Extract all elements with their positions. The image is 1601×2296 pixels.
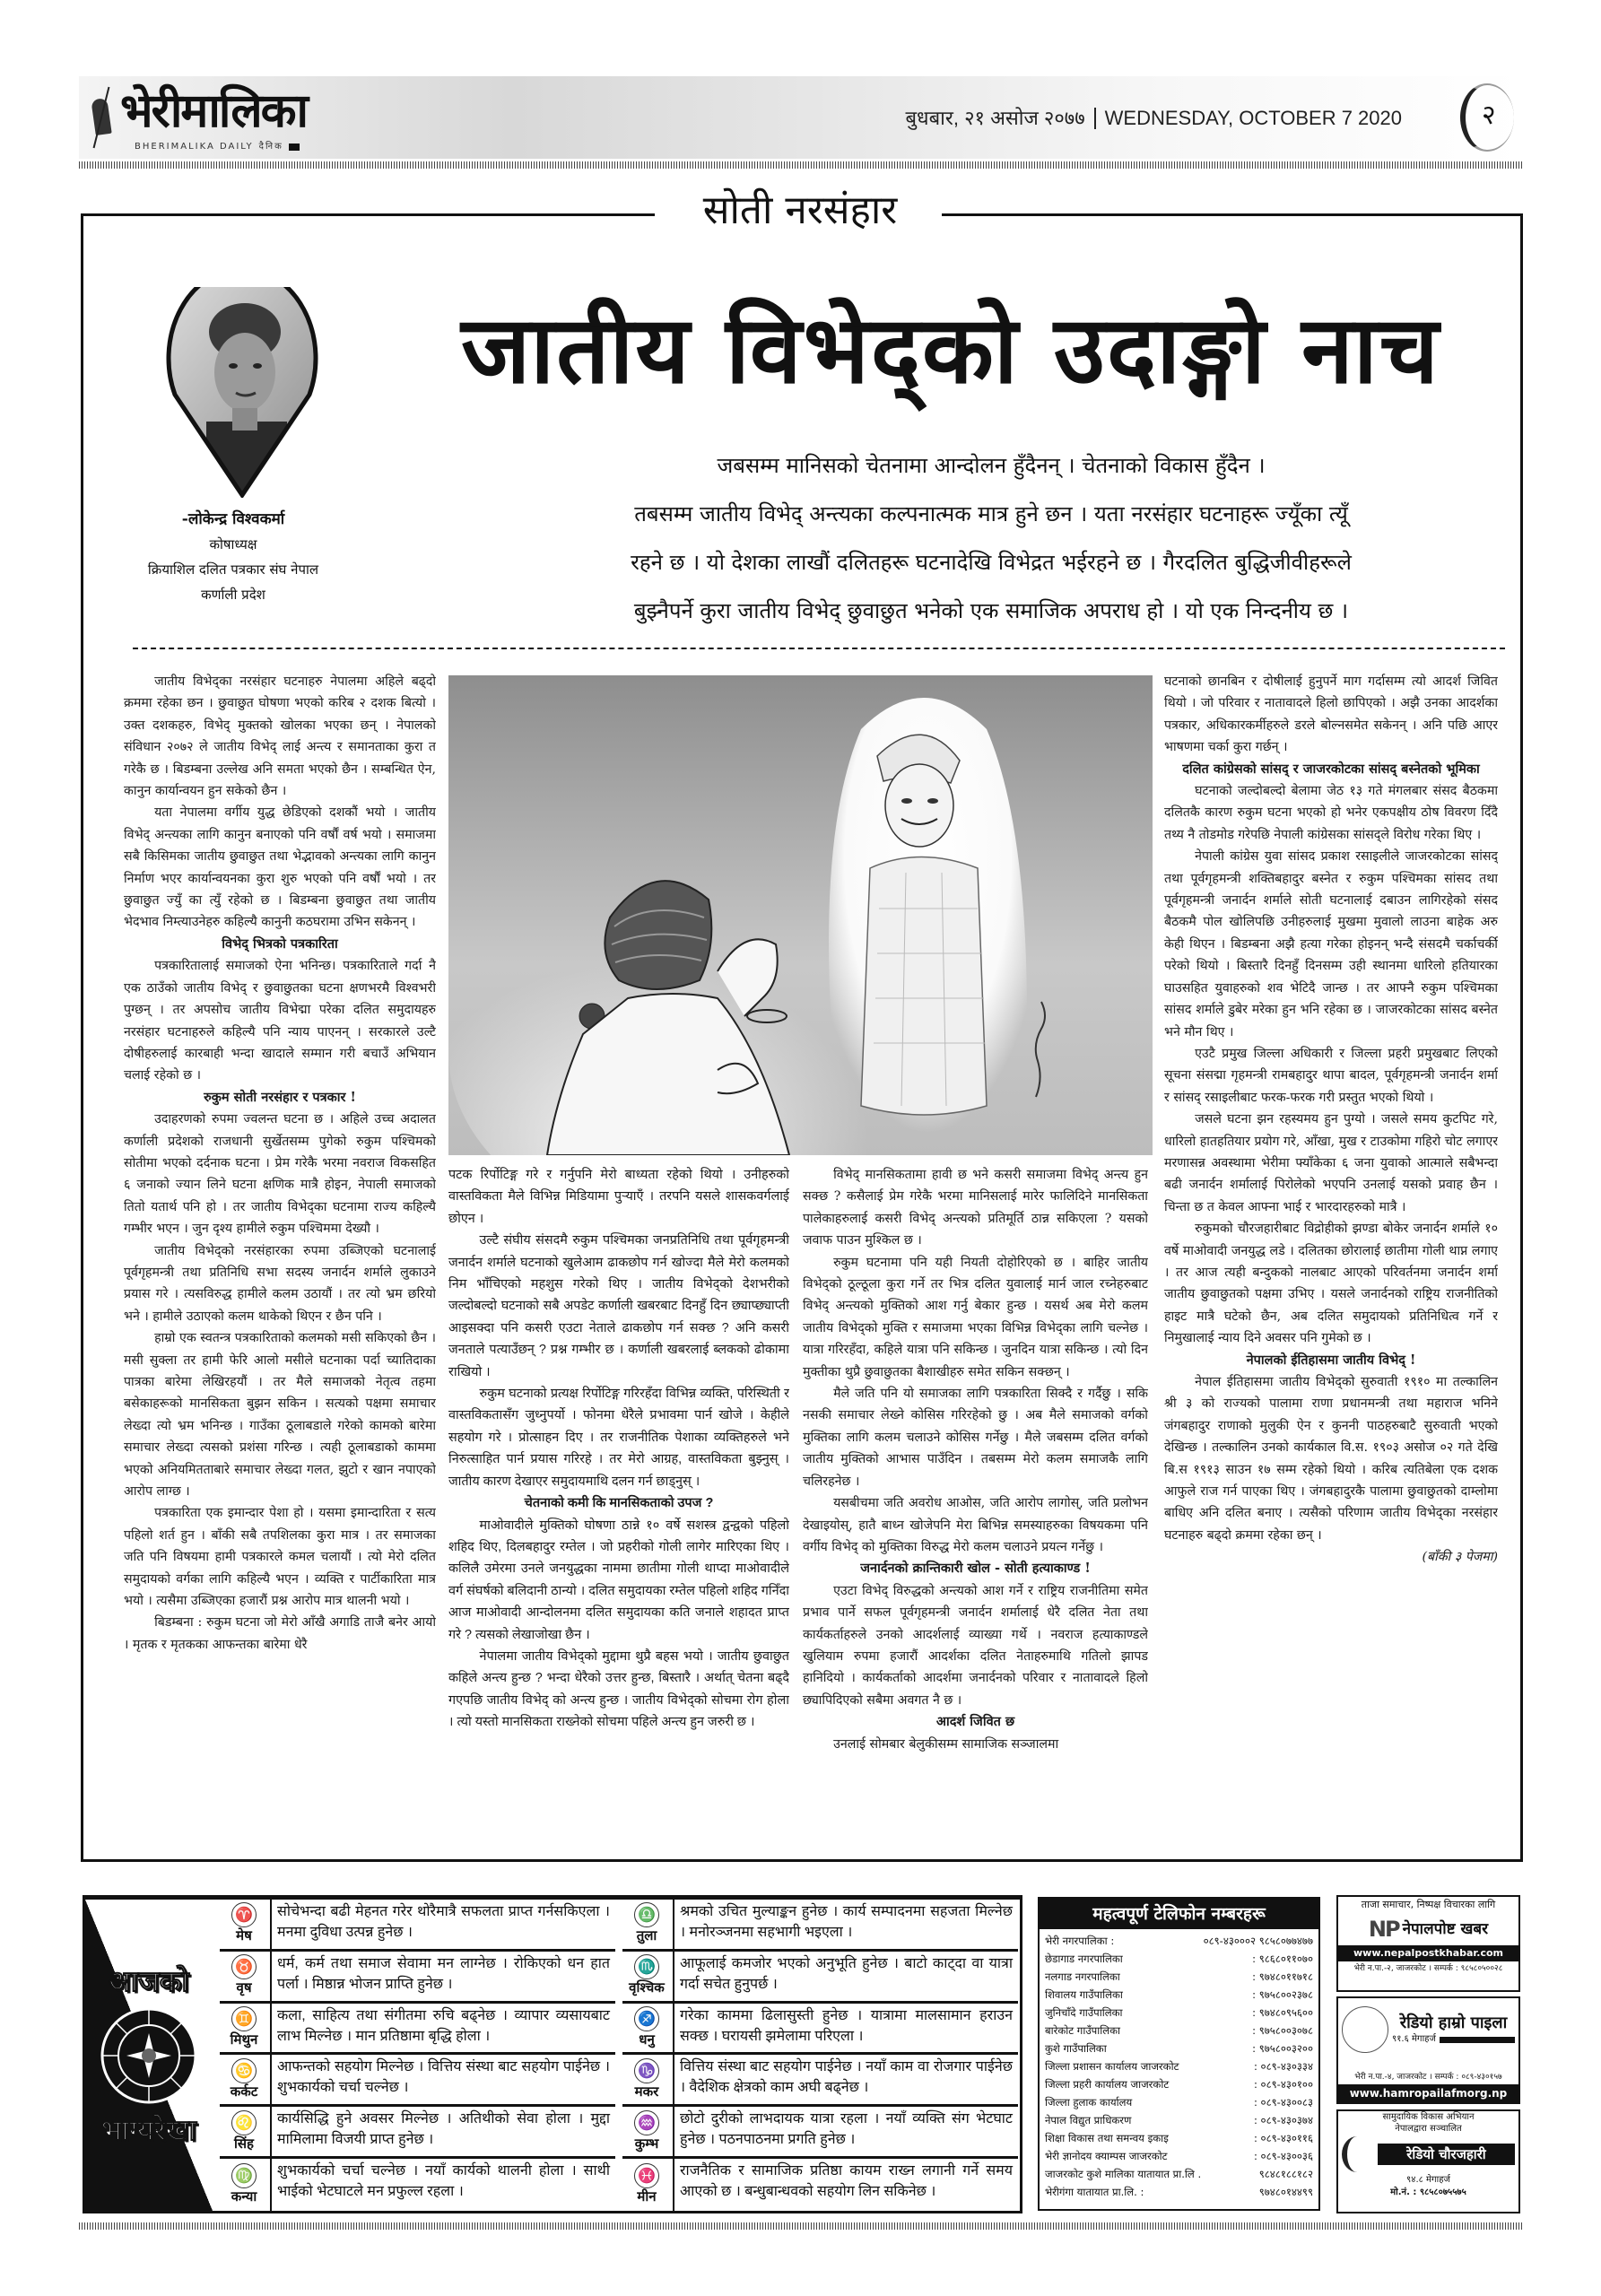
sign-label [220, 2159, 272, 2211]
lead-line: तबसम्म जातीय विभेद् अन्त्यका कल्पनात्मक मात्र हुने छन । यता नरसंहार घटनाहरू ज्यूँका त्यूँ [634, 501, 1348, 526]
sign-name: वृष [236, 1980, 252, 1996]
ad-url[interactable]: www.hamropailafmorg.np [1338, 2084, 1518, 2102]
phone-entry [1045, 2147, 1313, 2165]
ad-frequency-text: ९१.६ मेगाहर्ज [1392, 2034, 1436, 2044]
section-subheading: नेपालको ईतिहासमा जातीय विभेद् ! [1246, 1352, 1416, 1368]
phone-number[interactable]: : ०८९-४३०११६ [1253, 2132, 1313, 2144]
horoscope-sign [220, 2107, 615, 2159]
article-paragraph: घटनाको छानबिन र दोषीलाई हुनुपर्ने माग गर्दासम्म त्यो आदर्श जिवित थियो । जो परिवार र नातावादले हिलो छापिएको । अझै उनका आदर्शका पत्रकार, अधिकारकर्मीहरुले डरले बोल्नसमेत सकेनन् । अनि पछि आएर भाषणमा चर्का कुरा गर्छन् । [1164, 674, 1498, 755]
ad-address: भेरी न.पा.-४, जाजरकोट । सम्पर्क : ०८९-४३०१५७ [1354, 2073, 1502, 2082]
sign-prediction: आफूलाई कमजोर भएको अनुभूति हुनेछ । बाटो काट्दा वा यात्रा गर्दा सचेत हुनुपर्छ । [680, 1955, 1013, 1992]
ad-tagline: ताजा समाचार, निष्पक्ष विचारका लागि [1361, 1899, 1496, 1910]
article-paragraph: बिडम्बना : रुकुम घटना जो मेरो आँखै अगाडि ताजै बनेर आयो । मृतक र मृतकका आफन्तका बारेमा धेरै [124, 1615, 436, 1652]
sign-label [622, 2004, 674, 2053]
phone-org: शिवालय गाउँपालिका [1045, 1988, 1123, 2001]
phone-entry [1045, 2165, 1313, 2183]
phone-entry [1045, 1932, 1313, 1950]
phone-entry [1045, 2075, 1313, 2093]
article-paragraph: एउटै प्रमुख जिल्ला अधिकारी र जिल्ला प्रहरी प्रमुखबाट लिएको सूचना संसद्मा गृहमन्त्री रामबहादुर थापा बादल, पूर्वगृहमन्त्री जनार्दन शर्मा र सांसद् रसाइलीबाट फरक-फरक गरी प्रस्तुत भएको थियो । [1164, 1046, 1498, 1105]
sign-prediction: कार्यसिद्धि हुने अवसर मिल्नेछ । अतिथीको सेवा होला । मुद्दा मामिलामा विजयी प्राप्त हुनेछ । [277, 2111, 610, 2148]
phone-number[interactable]: : ०८९-४३०३३४ [1253, 2060, 1313, 2073]
article-paragraph: उदाहरणको रुपमा ज्वलन्त घटना छ । अहिले उच्च अदालत कर्णाली प्रदेशको राजधानी सुर्खेतसम्म पुगेको रुकुम पश्चिमको सोतीमा भएको दर्दनाक घटना । प्रेम गरेकै भरमा नवराज विकसहित ६ जनाको ज्यान लिने घटना क्षणिक मात्रै होइन, नेपाली समाजको तितो यतार्थ पनि हो । तर जातीय विभेद्का घटनामा राज्य कहिल्यै गम्भीर भएन । जुन दृश्य हामीले रुकुम पश्चिममा देख्यौ । [124, 1112, 436, 1237]
phone-number[interactable]: : ९७५८००२३७८ [1252, 1988, 1313, 2001]
article-paragraph: माओवादीले मुक्तिको घोषणा ठान्ने १० वर्षे सशस्त्र द्वन्द्वको पहिलो शहिद थिए, दिलबहादुर रम्तेल । जो प्रहरीको गोली लागेर मारिएका थिए । कलिलै उमेरमा उनले जनयुद्धका नाममा छातीमा गोली थाप्दा माओवादीले वर्ग संघर्षको बलिदानी ठान्यो । दलित समुदायका रम्तेल पहिलो शहिद गनिँदा आज माओवादी आन्दोलनमा दलित समुदायका कति जनाले शहादत प्राप्त गरे ? त्यसको लेखाजोखा छैन । [448, 1518, 789, 1642]
ad-title: रेडियो चौरजहारी [1378, 2144, 1515, 2165]
logo-sub-en: BHERIMALIKA DAILY [135, 142, 254, 152]
article-paragraph: जातीय विभेद्को नरसंहारका रुपमा उब्जिएको घटनालाई पूर्वगृहमन्त्री तथा प्रतिनिधि सभा सदस्य जनार्दन शर्माले लुकाउने प्रयास गरे । त्यसविरुद्ध हामीले कलम उठायौं । तर त्यो भ्रम छरियो भने । हामीले उठाएको कलम थाकेको थिएन र छैन पनि । [124, 1243, 436, 1324]
ad-brand [1338, 1913, 1518, 1945]
phone-entry [1045, 2093, 1313, 2111]
horoscope-grid [220, 1900, 1018, 2211]
sign-prediction: राजनैतिक र सामाजिक प्रतिष्ठा कायम राख्न लगानी गर्ने समय आएको छ । बन्धुबान्धवको सहयोग लिन सकिनेछ । [680, 2163, 1013, 2200]
phone-entry [1045, 2111, 1313, 2129]
zodiac-sign-icon: ♒ [634, 2110, 659, 2135]
sign-prediction: धर्म, कर्म तथा समाज सेवामा मन लाग्नेछ । रोकिएको धन हात पर्ला । मिष्ठान्न भोजन प्राप्ति हुनेछ । [277, 1955, 610, 1992]
phone-org: बारेकोट गाउँपालिका [1045, 2024, 1121, 2037]
sign-name: सिंह [234, 2135, 254, 2152]
phone-directory-title: महत्वपूर्ण टेलिफोन नम्बरहरू [1040, 1899, 1318, 1929]
author-photo [157, 287, 327, 498]
ad-top-row [1338, 1998, 1518, 2057]
ad-frequency: ९४.८ मेगाहर्ज [1406, 2175, 1450, 2185]
phone-org: जिल्ला प्रशासन कार्यालय जाजरकोट [1045, 2060, 1179, 2073]
phone-entry [1045, 1950, 1313, 1968]
sign-label [622, 2159, 674, 2211]
sign-label [220, 2055, 272, 2104]
horoscope-sign [220, 2159, 615, 2211]
article-lead [480, 441, 1502, 635]
logo-subtitle [120, 141, 307, 153]
lead-line: बुझ्नैपर्ने कुरा जातीय विभेद् छुवाछुत भनेको एक समाजिक अपराध हो । यो एक निन्दनीय छ । [633, 598, 1349, 623]
sign-label [220, 1900, 272, 1949]
lead-line: रहने छ । यो देशका लाखौं दलितहरू घटनादेखि विभेद्रत भईरहने छ । गैरदलित बुद्धिजीवीहरूले [631, 550, 1352, 575]
horoscope-sign [622, 2159, 1018, 2211]
phone-org: नलगाड नगरपालिका [1045, 1970, 1120, 1983]
phone-org: जिल्ला प्रहरी कार्यालय जाजरकोट [1045, 2078, 1170, 2091]
author-org: क्रियाशिल दलित पत्रकार संघ नेपाल [147, 561, 319, 578]
zodiac-sign-icon: ♐ [634, 2006, 659, 2031]
article-paragraph: यता नेपालमा वर्गीय युद्ध छेडिएको दशकौं भयो । जातीय विभेद् अन्त्यका लागि कानुन बनाएको पनि वर्षौं वर्ष भयो । समाजमा सबै किसिमका जातीय छुवाछुत तथा भेद्भावको अन्त्यका लागि कानुन निर्माण भएर कार्यान्वयनका कुरा शुरु भएको पनि वर्षौं भयो । तर छुवाछुत ज्युँ का त्युँ रहेको छ । बिडम्बना छुवाछुत तथा जातीय भेदभाव निम्त्याउनेहरु कहिल्यै कानुनी कठघरामा उभिन सकेनन् । [124, 805, 436, 930]
article-paragraph: हाम्रो एक स्वतन्त्र पत्रकारिताको कलमको मसी सकिएको छैन । मसी सुक्ला तर हामी फेरि आलो मसीले घटनाका पर्दा च्यातिदाका पात्रका बारेमा लेखिरहयौं । तर मैले समाजको नेतृत्व तहमा बसेकाहरूको मानसिकता बुझन सकिन । सत्यको पक्षमा समाचार लेख्दा त्यो भ्रम भनिन्छ । गाउँका ठूलाबडाले गरेको कामको बारेमा समाचार लेख्दा त्यसको प्रशंसा गरिन्छ । त्यही ठूलाबडाको काममा भएको अनियमितताबारे समाचार लेख्दा गलत, झुटो र खान नपाएको आरोप लाग्छ । [124, 1331, 436, 1500]
section-subheading: रुकुम सोती नरसंहार र पत्रकार ! [204, 1089, 356, 1105]
article-paragraph: घटनाको जल्दोबल्दो बेलामा जेठ १३ गते मंगलबार संसद बैठकमा दलितकै कारण रुकुम घटना भएको हो भनेर एकपक्षीय ठोष विवरण दिँदै तथ्य नै तोडमोड गरेपछि नेपाली कांग्रेसका सांसद्ले विरोध गरेका थिए । [1164, 784, 1498, 842]
ad-radio-chaurjahari[interactable] [1336, 2109, 1520, 2213]
pen-logo-icon [86, 86, 117, 149]
article-paragraph: नेपाल ईतिहासमा जातीय विभेद्को सुरुवाती १९१० मा तल्कालिन श्री ३ को राज्यको पालामा राणा प्रधानमन्त्री तथा महाराज भनिने जंगबहादुर राणाको मुलुकी ऐन र कुननी पाठहरुबाटै सुरुवाती भएको देखिन्छ । तल्कालिन उनको कार्यकाल वि.स. १९०३ असोज ०२ गते देखि बि.स १९१३ साउन १७ सम्म रहेको थियो । करिब त्यतिबेला एक दशक आफुले राज गर्न पाएका थिए । जंगबहादुरकै पालामा छुवाछुतको दाम्लोमा बाधिए अनि दलित बनाए । त्यसैको परिणाम जातीय विभेद्का नरसंहार घटनाहरु बढ्दो क्रममा रहेका छन् । [1164, 1375, 1498, 1543]
author-name: -लोकेन्द्र विश्वकर्मा [181, 510, 285, 528]
footer-rule [79, 2222, 1523, 2230]
sign-prediction: कला, साहित्य तथा संगीतमा रुचि बढ्नेछ । व्यापार व्यसायबाट लाभ मिल्नेछ । मान प्रतिष्ठामा बृद्धि होला । [277, 2007, 610, 2044]
map-logo-icon [1342, 2006, 1388, 2053]
phone-entry [1045, 1968, 1313, 1986]
page-number-text: २ [1482, 100, 1496, 131]
sign-prediction: श्रमको उचित मुल्याङ्कन हुनेछ । कार्य सम्पादनमा सहजता मिल्नेछ । मनोरञ्जनमा सहभागी भइएला । [680, 1904, 1013, 1940]
logo-block [289, 144, 300, 151]
sign-label [220, 2004, 272, 2053]
phone-number[interactable]: : ९८६८०११०७० [1252, 1952, 1313, 1965]
phone-number[interactable]: : ९७५८००३२०० [1252, 2042, 1313, 2055]
article-paragraph: एउटा विभेद् विरुद्धको अन्त्यको आश गर्ने र राष्ट्रिय राजनीतिमा समेत प्रभाव पार्ने सफल पूर्वगृहमन्त्री जनार्दन शर्मालाई धेरै दलित नेता तथा कार्यकर्ताहरुले उनको आदर्शलाई व्याख्या गर्थे । नवराज हत्याकाण्डले खुलियाम रुपमा हजारौं आदर्शका दलित नेताहरुमाथि गतिलो झापड हानिदियो । कार्यकर्ताको आदर्शमा जनार्दनको परिवार र नातावादले हिलो छ्यापिदिएको सबैमा अवगत नै छ । [803, 1583, 1148, 1708]
article-column-1 [124, 671, 436, 1855]
logo-stack [120, 82, 307, 153]
ad-tagline-1: सामुदायिक विकास अभियान [1382, 2112, 1475, 2122]
article-paragraph: रुकुम घटनाको प्रत्यक्ष रिर्पोटिङ्ग गरिरहँदा विभिन्न व्यक्ति, परिस्थिती र वास्तविकतासँग जुध्नुपर्यो । फोनमा धेरैले प्रभावमा पार्न खोजे । केहीले सहयोग गरे । प्रोत्साहन दिए । तर राजनीतिक पेशाका व्यक्तिहरुले भने निरुत्साहित पार्न प्रयास गरिरहे । तर मेरो आग्रह, वास्तविकता बुझ्नुस् । जातीय कारण देखाएर समुदायमाथि दलन गर्न छाड्नुस् । [448, 1387, 789, 1489]
masthead [79, 76, 1523, 159]
horoscope-sign [220, 2004, 615, 2056]
phone-number[interactable]: : ९७४८०११७१८ [1252, 1970, 1313, 1983]
article-paragraph: नेपालमा जातीय विभेद्को मुद्दामा थुप्रै बहस भयो । जातीय छुवाछुत कहिले अन्त्य हुन्छ ? भन्दा धेरैको उत्तर हुन्छ, बिस्तारै । अर्थात् चेतना बढ्दै गएपछि जातीय विभेद् को अन्त्य हुन्छ । जातीय विभेद्को सोचमा रोग होला । त्यो यस्तो मानसिकता राख्नेको सोचमा पहिले अन्त्य हुन जरुरी छ । [448, 1648, 789, 1730]
author-photo-drop [157, 287, 327, 498]
horoscope-sign [622, 2107, 1018, 2159]
sign-name: मीन [637, 2189, 657, 2205]
sign-name: मकर [634, 2083, 659, 2100]
article-paragraph: उनलाई सोमबार बेलुकीसम्म सामाजिक सञ्जालमा [833, 1736, 1059, 1752]
horoscope-sign [622, 1952, 1018, 2004]
author-region: कर्णाली प्रदेश [201, 587, 265, 603]
phone-number[interactable]: ९८४८१८८१८२ [1258, 2168, 1313, 2180]
article-headline: जातीय विभेद्को उदाङ्गो नाच [461, 295, 1440, 404]
article-column-3 [803, 1164, 1148, 1855]
phone-number[interactable]: : ९७५८००३०७८ [1252, 2024, 1313, 2037]
horoscope-sign [622, 2055, 1018, 2107]
lead-line: जबसम्म मानिसको चेतनामा आन्दोलन हुँदैनन् । चेतनाको विकास हुँदैन । [717, 453, 1266, 478]
date-english: WEDNESDAY, OCTOBER 7 2020 [1104, 107, 1402, 129]
article-paragraph: यसबीचमा जति अवरोध आओस, जति आरोप लागोस्, जति प्रलोभन देखाइयोस्, हातै बाध्न खोजेपनि मेरा बिभिन्न समस्याहरुका विषयकमा पनि वर्गीय विभेद् को मुक्तिका विरुद्ध मेरो कलम चलाउने प्रयत्न गर्नेछु । [803, 1496, 1148, 1554]
article-paragraph: पत्रकारितालाई समाजको ऐना भनिन्छ। पत्रकारिताले गर्दा नै एक ठाउँको जातीय विभेद् र छुवाछुतका घटना क्षणभरमै विश्वभरी पुग्छन् । तर अपसोच जातीय विभेद्मा परेका दलित समुदायहरु नरसंहार घटनाहरुले कहिल्यै पनि न्याय पाएनन् । सरकारले उल्टै दोषीहरुलाई कारबाही भन्दा खादाले सम्मान गरी बचाउँ अभियान चलाई रहेको छ । [124, 959, 436, 1083]
sign-prediction: गरेका काममा ढिलासुस्ती हुनेछ । यात्रामा मालसामान हराउन सक्छ । घरायसी झमेलामा परिएला । [680, 2007, 1013, 2044]
logo-text: भेरीमालिका [120, 84, 307, 138]
zodiac-sign-icon: ♏ [634, 1954, 659, 1979]
horoscope-sign [622, 1900, 1018, 1952]
sign-label [622, 2055, 674, 2104]
article-paragraph: जातीय विभेद्का नरसंहार घटनाहरु नेपालमा अहिले बढ्दो क्रममा रहेका छन । छुवाछुत घोषणा भएको करिब २ दशक बित्यो । उक्त दशकहरु, विभेद् मुक्तको खोलका भएका छन् । नेपालको संविधान २०७२ ले जातीय विभेद् लाई अन्त्य र समानताका कुरा त गरेकै छ । बिडम्बना उल्लेख अनि समता भएको छैन । सम्बन्धित ऐन, कानुन कार्यान्वयन हुन सकेको छैन । [124, 674, 436, 799]
illustration-woman-and-ghost [448, 675, 1153, 1155]
article-paragraph: (बाँकी ३ पेजमा) [1422, 1550, 1498, 1565]
zodiac-sign-icon: ♑ [634, 2058, 659, 2083]
zodiac-sign-icon: ♉ [231, 1954, 257, 1979]
sign-prediction: शुभकार्यको चर्चा चल्नेछ । नयाँ कार्यको थालनी होला । साथी भाईको भेटघाटले मन प्रफुल्ल रहला । [277, 2163, 610, 2200]
article-paragraph: नेपाली कांग्रेस युवा सांसद प्रकाश रसाइलीले जाजरकोटका सांसद् तथा पूर्वगृहमन्त्री शक्तिबहादुर बस्नेत र रुकुम पश्चिमका सांसद तथा पूर्वगृहमन्त्री जनार्दन शर्माले सोती घटनालाई दबाउन लागिरहेको संसद बैठकमै पोल खोलिपछि उनीहरुलाई मुखमा मुवालो लाउना बाहेक अरु केही थिएन । बिडम्बना अझै हत्या गरेका होइनन् भन्दै संसदमै चर्काचर्की परेको थियो । बिस्तारै दिनहुँ दिनसम्म उही स्थानमा धारिलो हतियारका घाउसहित युवाहरुको शव भेटिदै जान्छ । तर आफ्नै रुकुम पश्चिमका सांसद शर्माले डुबेर मरेका हुन भनि रहेका छ । जाजरकोटका सांसद बस्नेत भने मौन थिए । [1164, 849, 1498, 1039]
zodiac-sign-icon: ♎ [634, 1902, 659, 1927]
date-nepali: बुधबार, २१ असोज २०७७ [905, 107, 1085, 129]
author-byline [99, 507, 368, 607]
frequency-bar [1440, 2037, 1515, 2043]
sign-prediction: सोचेभन्दा बढी मेहनत गरेर थोरैमात्रै सफलता प्राप्त गर्नसकिएला । मनमा दुविधा उत्पन्न हुनेछ । [277, 1904, 610, 1940]
sign-name: धनु [639, 2032, 655, 2048]
article-illustration [448, 675, 1153, 1155]
sign-name: मेष [236, 1928, 252, 1944]
horoscope-box [83, 1895, 1022, 2213]
horoscope-sign [220, 1952, 615, 2004]
horoscope-sign [622, 2004, 1018, 2056]
ad-title-row [1338, 2135, 1518, 2174]
phone-number[interactable]: : ०८९-४३००३६ [1253, 2150, 1313, 2162]
zodiac-wheel-icon [100, 2006, 198, 2105]
sign-name: वृश्चिक [629, 1980, 665, 1996]
ad-address: भेरी न.पा.-२, जाजरकोट । सम्पर्क : ९८५८०५००२८ [1353, 1964, 1503, 1973]
phone-list [1040, 1929, 1318, 2204]
ad-radio-hamro-paila[interactable] [1336, 1996, 1520, 2104]
phone-org: कुशे गाउँपालिका [1045, 2042, 1107, 2055]
article-paragraph: पटक रिर्पोटिङ्ग गरे र गर्नुपनि मेरो बाध्यता रहेको थियो । उनीहरुको वास्तविकता मैले विभिन्न मिडियामा पुऱ्याएँ । तरपनि यसले शासकवर्गलाई छोएन । [448, 1168, 789, 1226]
horoscope-sign [220, 2055, 615, 2107]
section-subheading: चेतनाको कमी कि मानसिकताको उपज ? [524, 1496, 714, 1511]
ad-url[interactable]: www.nepalpostkhabar.com [1338, 1945, 1518, 1961]
ad-title-block [1392, 2013, 1515, 2046]
sign-prediction: वित्तिय संस्था बाट सहयोग पाईनेछ । नयाँ काम वा रोजगार पाईनेछ । वैदेशिक क्षेत्रको काम अघी बढ्नेछ । [680, 2059, 1013, 2096]
section-subheading: आदर्श जिवित छ [935, 1714, 1015, 1730]
zodiac-sign-icon: ♍ [231, 2163, 257, 2188]
phone-org: जिल्ला हुलाक कार्यालय [1045, 2096, 1133, 2109]
hands-logo-icon [1342, 2136, 1372, 2172]
section-subheading: जनार्दनको क्रान्तिकारी खोल - सोती हत्याकाण्ड ! [860, 1561, 1091, 1577]
phone-org: छेडागाड नगरपालिका [1045, 1952, 1123, 1965]
ad-title: रेडियो हाम्रो पाइला [1399, 2013, 1508, 2032]
zodiac-sign-icon: ♈ [231, 1902, 257, 1927]
phone-directory [1038, 1897, 1320, 2211]
sign-label [622, 1952, 674, 2001]
author-role: कोषाध्यक्ष [209, 536, 257, 552]
phone-org: भेरी नगरपालिका : [1045, 1935, 1115, 1947]
sign-name: कन्या [231, 2189, 257, 2205]
section-subheading: विभेद् भित्रको पत्रकारिता [222, 935, 338, 952]
np-logo-icon: NP [1368, 1917, 1399, 1942]
sign-name: तुला [636, 1928, 657, 1944]
phone-number[interactable]: : ०८९-४३०१०० [1253, 2078, 1313, 2091]
logo-sub-np: दैनिक [258, 142, 283, 152]
zodiac-sign-icon: ♓ [634, 2163, 659, 2188]
sign-prediction: आफन्तको सहयोग मिल्नेछ । वित्तिय संस्था बाट सहयोग पाईनेछ । शुभकार्यको चर्चा चल्नेछ । [277, 2059, 610, 2096]
sign-prediction: छोटो दुरीको लाभदायक यात्रा रहला । नयाँ व्यक्ति संग भेटघाट हुनेछ । पठनपाठनमा प्रगति हुनेछ । [680, 2111, 1013, 2148]
ad-tagline-2: नेपालद्वारा सञ्चालित [1395, 2124, 1462, 2134]
zodiac-sign-icon: ♋ [231, 2058, 257, 2083]
zodiac-sign-icon: ♌ [231, 2110, 257, 2135]
phone-org: भेरीगंगा यातायात प्रा.लि. : [1045, 2186, 1144, 2198]
horoscope-title-bottom: भाग्यरेखा [101, 2112, 196, 2147]
article-column-4 [1164, 671, 1498, 1855]
phone-entry [1045, 2057, 1313, 2075]
phone-number[interactable]: : ०८९-४३०३७४ [1253, 2114, 1313, 2126]
sign-name: कुम्भ [634, 2135, 659, 2152]
article-kicker: सोती नरसंहार [666, 184, 935, 238]
ad-nepalpost-khabar[interactable] [1336, 1895, 1520, 1992]
article-paragraph: मैले जति पनि यो समाजका लागि पत्रकारिता सिक्दै र गर्दैछु । सकि नसकी समाचार लेख्ने कोसिस गरिरहेको छु । अब मैले समाजको वर्गको मुक्तिका लागि कलम चलाउने कोसिस गर्नेछु । मैले जबसम्म दलित वर्गको जातीय मुक्तिको आभास पाउँदिन । तबसम्म मेरो कलम समाजकै लागि चलिरहनेछ । [803, 1387, 1148, 1489]
ad-brand-name: नेपालपोष्ट खबर [1402, 1920, 1489, 1938]
article-paragraph: रुकुमको चौरजहारीबाट विद्रोहीको झण्डा बोकेर जनार्दन शर्माले १० वर्षे माओवादी जनयुद्ध लडे । दलितका छोरालाई छातीमा गोली थाप्न लगाए । तर आज त्यही बन्दुकको नालबाट आएको परिवर्तनमा जनार्दन शर्मा जातीय छुवाछुतको पक्षमा उभिए । यसले जनार्दनको राष्ट्रिय राजनीतिको हाइट मात्रै घटेको छैन, अब दलित समुदायको प्रतिनिधित्व गर्ने र निमुखालाई न्याय दिने अवसर पनि गुमेको छ । [1164, 1222, 1498, 1346]
sign-label [220, 2107, 272, 2156]
article-column-2 [448, 1164, 789, 1855]
ad-mobile: मो.नं. : ९८५८०७५५७५ [1390, 2187, 1466, 2197]
sign-name: कर्कट [230, 2083, 258, 2100]
phone-org: जुनिचाँदे गाउँपालिका [1045, 2006, 1123, 2019]
phone-entry [1045, 2004, 1313, 2022]
section-subheading: दलित कांग्रेसको सांसद् र जाजरकोटका सांसद् बस्नेतको भूमिका [1182, 761, 1480, 777]
article-paragraph: जसले घटना झन रहस्यमय हुन पुग्यो । जसले समय कुटपिट गरे, धारिलो हातहतियार प्रयोग गरे, आँखा, मुख र टाउकोमा गहिरो चोट लगाएर मरणासन्न अवस्थामा भेरीमा फ्याँकेका ६ जना युवाको आत्माले सबैभन्दा बढी जनार्दन शर्मालाई पिरोलेको भएपनि उनलाई यसको प्रवाह छैन । चिन्ता छ त केवल आफ्ना भाई र भारदारहरुको मात्रै । [1164, 1112, 1498, 1214]
phone-entry [1045, 2183, 1313, 2201]
sign-label [220, 1952, 272, 2001]
sign-label [622, 2107, 674, 2156]
header-rule [79, 161, 1523, 169]
phone-number[interactable]: ९७४८०१४४९९ [1258, 2186, 1313, 2198]
phone-org: भेरी ज्ञानोदय क्याम्पस जाजरकोट [1045, 2150, 1168, 2162]
sign-label [622, 1900, 674, 1949]
zodiac-sign-icon: ♊ [231, 2006, 257, 2031]
phone-number[interactable]: ०८९-४३०००२ ९८५८०७७४७७ [1203, 1935, 1313, 1947]
phone-org: जाजरकोट कुशे मालिका यातायात प्रा.लि . [1045, 2168, 1202, 2180]
frame-rule-left [81, 213, 655, 216]
lead-divider [133, 648, 1505, 655]
horoscope-sign [220, 1900, 615, 1952]
phone-entry [1045, 2129, 1313, 2147]
article-paragraph: उल्टै संघीय संसदमै रुकुम पश्चिमका जनप्रतिनिधि तथा पूर्वगृहमन्त्री जनार्दन शर्माले घटनाको खुलेआम ढाकछोप गर्न खोज्दा मैले मेरो कलमको निम भाँचिएको महशुस गरेको थिए । जातीय विभेद्को देशभरीको जल्दोबल्दो घटनाको सबै अपडेट कर्णाली खबरबाट दिनहुँ दिन छ्याप्छ्याप्ती आइसक्दा पनि कसरी एउटा नेताले ढाकछोप गर्न सक्छ ? अनि कसरी जनताले पत्याउँछन् ? प्रश्न गम्भीर छ । कर्णाली खबरलाई ब्लकको ढोकामा राखियो । [448, 1233, 789, 1379]
phone-entry [1045, 1986, 1313, 2004]
phone-entry [1045, 2039, 1313, 2057]
phone-org: नेपाल विद्युत प्राधिकरण [1045, 2114, 1132, 2126]
phone-entry [1045, 2022, 1313, 2039]
dateline [906, 105, 1403, 132]
frame-rule-right [942, 213, 1523, 216]
phone-number[interactable]: : ९७४८०९५६०० [1252, 2006, 1313, 2019]
newspaper-logo[interactable] [86, 76, 307, 159]
horoscope-title-top: आजको [109, 1963, 189, 1998]
date-separator [1094, 108, 1096, 129]
sign-name: मिथुन [230, 2032, 258, 2048]
article-paragraph: विभेद् मानसिकतामा हावी छ भने कसरी समाजमा विभेद् अन्त्य हुन सक्छ ? कसैलाई प्रेम गरेकै भरमा मानिसलाई मारेर फालिदिने मानसिकता पालेकाहरुलाई कसरी विभेद् अन्त्यको प्रतिमूर्ति ठान्न सकिएला ? यसको जवाफ पाउन मुश्किल छ । [803, 1168, 1148, 1248]
phone-number[interactable]: : ०८९-४३००८३ [1253, 2096, 1313, 2109]
ad-frequency [1392, 2033, 1515, 2046]
page-number [1457, 83, 1514, 152]
article-paragraph: पत्रकारिता एक इमान्दार पेशा हो । यसमा इमान्दारिता र सत्य पहिलो शर्त हुन । बाँकी सबै तपशिलका कुरा मात्र । तर समाजका जति पनि विषयमा हामी पत्रकारले कमल चलायौं । त्यो मेरो दलित समुदायको वर्गका लागि कहिल्यै भएन । व्यक्ति र पार्टीकारिता मात्र भयो । त्यसैमा उब्जिएका हजारौं प्रश्न आरोप मात्र थालनी भयो । [124, 1506, 436, 1609]
phone-org: शिक्षा विकास तथा समन्वय इकाइ [1045, 2132, 1169, 2144]
horoscope-banner [85, 1900, 213, 2211]
article-paragraph: रुकुम घटनामा पनि यही नियती दोहोरिएको छ । बाहिर जातीय विभेद्को ठूल्ठूला कुरा गर्ने तर भित्र दलित युवालाई मार्न जाल रच्नेहरुबाट विभेद् अन्त्यको मुक्तिको आश गर्नु बेकार हुन्छ । यसर्थ अब मेरो कलम जातीय विभेद्को मुक्ति र समाजमा भएका विभिन्न विभेद्का लागि चल्नेछ । यात्रा गरिरहँदा, कहिले यात्रा पनि सकिन्छ । जुनदिन यात्रा सकिन्छ । त्यो दिन मुक्तीका थुप्रै छुवाछुतका बैशाखीहरु समेत सकिन सक्छन् । [803, 1255, 1148, 1379]
